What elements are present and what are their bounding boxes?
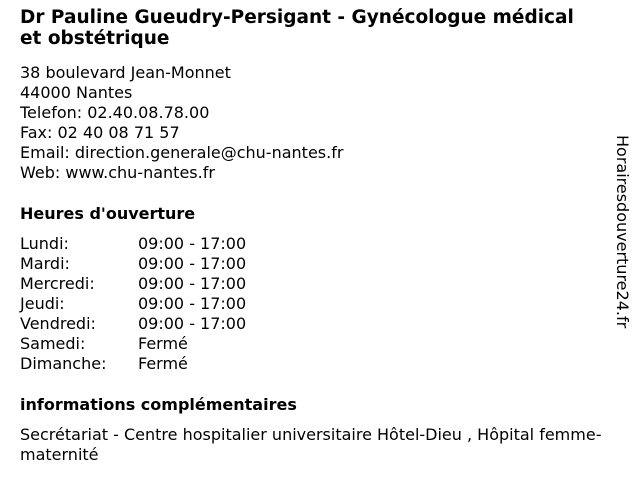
opening-hours-table <box>20 234 610 374</box>
hours-time: Fermé <box>138 334 188 353</box>
email-address: Email: direction.generale@chu-nantes.fr <box>20 143 344 162</box>
hours-day: Mardi: <box>20 254 70 273</box>
business-listing <box>20 7 610 465</box>
hours-day: Vendredi: <box>20 314 96 333</box>
hours-day: Samedi: <box>20 334 86 353</box>
page-title: Dr Pauline Gueudry-Persigant - Gynécologue médical et obstétrique <box>20 7 574 49</box>
hours-time: 09:00 - 17:00 <box>138 294 247 313</box>
phone-number: Telefon: 02.40.08.78.00 <box>20 103 210 122</box>
hours-time: 09:00 - 17:00 <box>138 274 247 293</box>
website-address: Web: www.chu-nantes.fr <box>20 163 215 182</box>
site-watermark: Horairesdouverture24.fr <box>613 135 632 329</box>
hours-day: Lundi: <box>20 234 69 253</box>
hours-row <box>20 254 610 274</box>
hours-row <box>20 314 610 334</box>
additional-info-heading: informations complémentaires <box>20 395 297 414</box>
hours-time: 09:00 - 17:00 <box>138 234 247 253</box>
hours-row <box>20 274 610 294</box>
hours-time: 09:00 - 17:00 <box>138 254 247 273</box>
additional-info-text: Secrétariat - Centre hospitalier universitaire Hôtel-Dieu , Hôpital femme-maternité <box>20 425 602 464</box>
address-city: 44000 Nantes <box>20 83 133 102</box>
fax-number: Fax: 02 40 08 71 57 <box>20 123 180 142</box>
hours-row <box>20 234 610 254</box>
hours-day: Jeudi: <box>20 294 65 313</box>
hours-row <box>20 294 610 314</box>
hours-day: Dimanche: <box>20 354 107 373</box>
contact-block <box>20 63 610 183</box>
opening-hours-heading: Heures d'ouverture <box>20 204 196 223</box>
hours-day: Mercredi: <box>20 274 95 293</box>
hours-time: 09:00 - 17:00 <box>138 314 247 333</box>
hours-row <box>20 334 610 354</box>
hours-time: Fermé <box>138 354 188 373</box>
address-street: 38 boulevard Jean-Monnet <box>20 63 231 82</box>
hours-row <box>20 354 610 374</box>
